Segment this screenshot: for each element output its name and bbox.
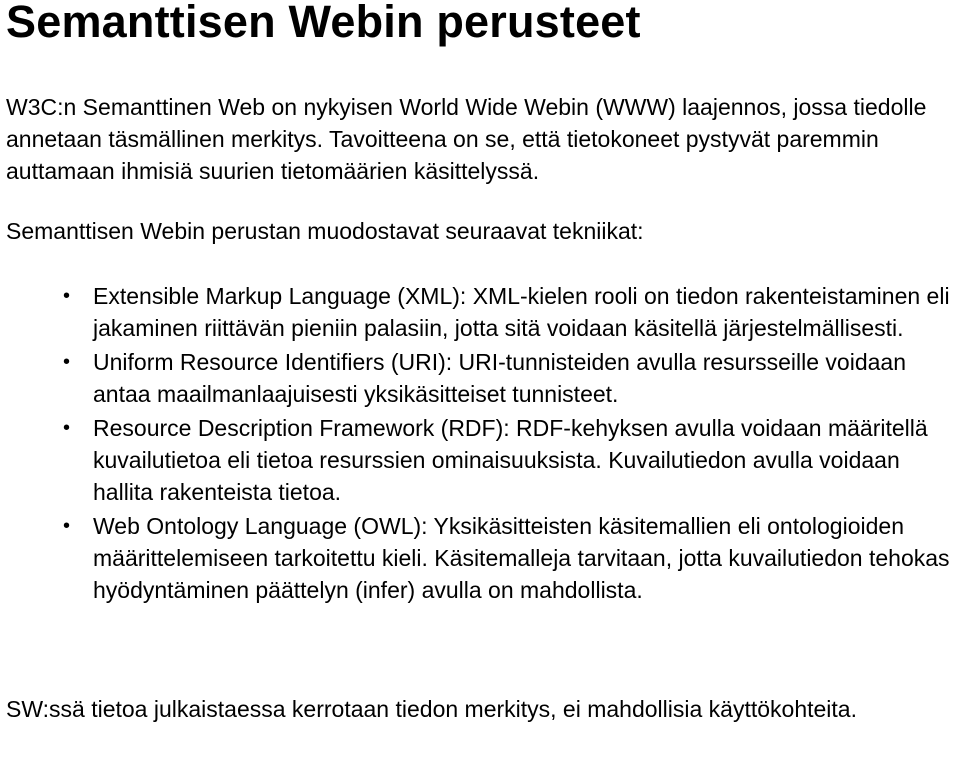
intro-paragraph: W3C:n Semanttinen Web on nykyisen World Wide Webin (WWW) laajennos, jossa tiedolle annetaan täsmällinen merkitys. Tavoitteena on se, että tietokoneet pystyvät paremmin auttamaan ihmisiä suurien tietomäärien käsittelyssä. xyxy=(6,94,927,184)
list-item-text: Extensible Markup Language (XML): XML-kielen rooli on tiedon rakenteistaminen eli jakaminen riittävän pieniin palasiin, jotta sitä voidaan käsitellä järjestelmällisesti. xyxy=(93,283,950,341)
lead-paragraph: Semanttisen Webin perustan muodostavat seuraavat tekniikat: xyxy=(6,218,644,244)
list-item-text: Web Ontology Language (OWL): Yksikäsitteisten käsitemallien eli ontologioiden määrittelemiseen tarkoitettu kieli. Käsitemalleja tarvitaan, jotta kuvailutiedon tehokas hyödyntäminen päättelyn (infer) avulla on mahdollista. xyxy=(93,513,950,603)
slide-title: Semanttisen Webin perusteet xyxy=(6,0,641,47)
technology-list xyxy=(0,280,960,608)
list-item xyxy=(0,346,960,410)
bullet-icon: • xyxy=(63,285,71,307)
bullet-icon: • xyxy=(63,515,71,537)
list-item xyxy=(0,510,960,606)
outro-paragraph: SW:ssä tietoa julkaistaessa kerrotaan tiedon merkitys, ei mahdollisia käyttökohteita. xyxy=(6,696,857,722)
bullet-icon: • xyxy=(63,351,71,373)
list-item-text: Uniform Resource Identifiers (URI): URI-tunnisteiden avulla resursseille voidaan antaa maailmanlaajuisesti yksikäsitteiset tunnisteet. xyxy=(93,349,906,407)
list-item xyxy=(0,412,960,508)
list-item xyxy=(0,280,960,344)
bullet-icon: • xyxy=(63,417,71,439)
list-item-text: Resource Description Framework (RDF): RDF-kehyksen avulla voidaan määritellä kuvailutietoa eli tietoa resurssien ominaisuuksista. Kuvailutiedon avulla voidaan hallita rakenteista tietoa. xyxy=(93,415,928,505)
